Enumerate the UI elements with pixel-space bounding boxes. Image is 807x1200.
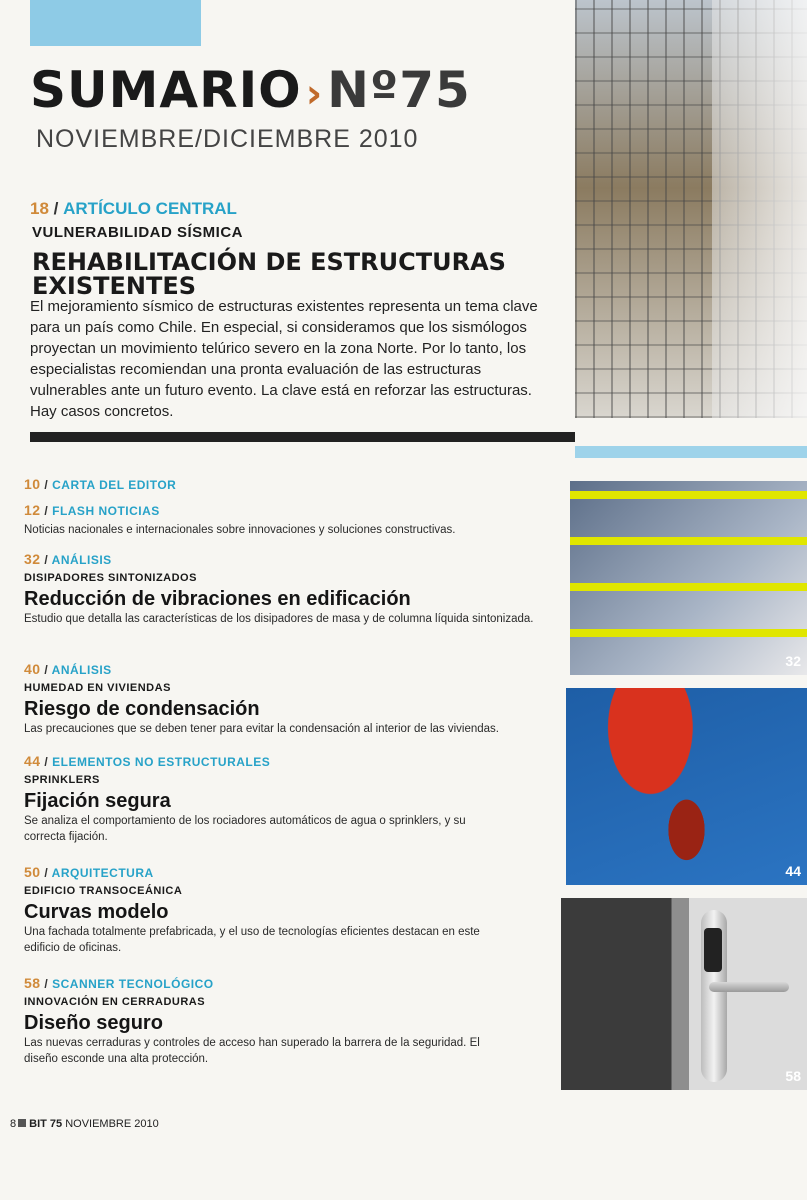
toc-item-kicker: SPRINKLERS <box>24 774 100 786</box>
footer-date: NOVIEMBRE 2010 <box>65 1118 159 1130</box>
toc-item-headline: Diseño seguro <box>24 1012 163 1034</box>
section-divider <box>30 432 575 442</box>
page-footer <box>10 1118 159 1130</box>
hero-photo-scaffolding <box>575 0 807 418</box>
thumb-page-label: 32 <box>785 653 801 669</box>
lead-headline[interactable]: REHABILITACIÓN DE ESTRUCTURAS EXISTENTES <box>32 248 506 300</box>
toc-page-number: 40 <box>24 661 41 677</box>
toc-item-kicker: EDIFICIO TRANSOCEÁNICA <box>24 885 183 897</box>
top-color-bar <box>30 0 201 46</box>
toc-section-label: FLASH NOTICIAS <box>52 504 160 518</box>
separator: / <box>44 866 49 880</box>
thumb-photo-cerradura[interactable] <box>561 898 807 1090</box>
toc-item-sprinklers[interactable] <box>24 753 564 845</box>
toc-page-number: 10 <box>24 476 41 492</box>
toc-item-desc: Las precauciones que se deben tener para evitar la condensación al interior de las viviendas. <box>24 723 499 735</box>
toc-page-number: 50 <box>24 864 41 880</box>
toc-section-label: SCANNER TECNOLÓGICO <box>52 977 214 991</box>
issue-dates: NOVIEMBRE/DICIEMBRE 2010 <box>36 125 419 153</box>
separator: / <box>44 755 49 769</box>
toc-item-section <box>24 661 564 678</box>
thumb-page-label: 58 <box>785 1068 801 1084</box>
chevron-right-icon: › <box>305 71 324 117</box>
card-reader-graphic <box>704 928 722 972</box>
separator: / <box>44 478 49 492</box>
toc-page-number: 58 <box>24 975 41 991</box>
toc-item-kicker: HUMEDAD EN VIVIENDAS <box>24 682 171 694</box>
separator: / <box>44 504 49 518</box>
separator: / <box>44 663 49 677</box>
footer-page-number: 8 <box>10 1118 17 1130</box>
square-icon <box>18 1119 26 1127</box>
toc-section-label: ANÁLISIS <box>51 663 112 677</box>
toc-item-section <box>24 753 564 770</box>
toc-item-humedad[interactable] <box>24 661 564 737</box>
toc-item-kicker: DISIPADORES SINTONIZADOS <box>24 572 197 584</box>
page-title <box>30 60 471 124</box>
lever-graphic <box>709 982 789 992</box>
toc-item-desc: Estudio que detalla las características de los disipadores de masa y de columna líquida sintonizada. <box>24 613 534 625</box>
toc-section-label: ANÁLISIS <box>51 553 112 567</box>
thumb-photo-disipadores[interactable] <box>570 481 807 675</box>
toc-item-section <box>24 476 564 493</box>
toc-section-label: CARTA DEL EDITOR <box>52 478 177 492</box>
toc-item-disipadores[interactable] <box>24 551 564 627</box>
toc-item-headline: Curvas modelo <box>24 901 169 923</box>
issue-number: Nº75 <box>327 61 471 119</box>
toc-item-section <box>24 864 564 881</box>
toc-item-carta-editor[interactable] <box>24 476 564 493</box>
toc-item-section <box>24 551 564 568</box>
toc-item-cerraduras[interactable] <box>24 975 564 1067</box>
lead-page-number: 18 <box>30 199 49 218</box>
toc-item-section <box>24 502 564 519</box>
toc-item-desc: Se analiza el comportamiento de los rociadores automáticos de agua o sprinklers, y su correcta fijación. <box>24 815 466 843</box>
toc-page-number: 44 <box>24 753 41 769</box>
thumb-photo-sprinkler[interactable] <box>566 688 807 885</box>
lead-section-header[interactable] <box>30 198 237 220</box>
toc-page-number: 32 <box>24 551 41 567</box>
toc-item-headline: Riesgo de condensación <box>24 698 260 720</box>
toc-item-headline: Fijación segura <box>24 790 171 812</box>
toc-item-desc: Noticias nacionales e internacionales sobre innovaciones y soluciones constructivas. <box>24 524 456 536</box>
toc-item-section <box>24 975 564 992</box>
separator: / <box>44 553 49 567</box>
footer-magazine: BIT 75 <box>29 1118 63 1130</box>
toc-item-desc: Las nuevas cerraduras y controles de acceso han superado la barrera de la seguridad. El diseño esconde una alta protección. <box>24 1037 480 1065</box>
section-divider-accent <box>575 446 807 458</box>
lead-section-label: ARTÍCULO CENTRAL <box>63 199 237 218</box>
toc-section-label: ARQUITECTURA <box>51 866 154 880</box>
lead-kicker: VULNERABILIDAD SÍSMICA <box>32 224 244 241</box>
toc-item-headline: Reducción de vibraciones en edificación <box>24 588 411 610</box>
toc-item-desc: Una fachada totalmente prefabricada, y el uso de tecnologías eficientes destacan en este edificio de oficinas. <box>24 926 480 954</box>
toc-item-kicker: INNOVACIÓN EN CERRADURAS <box>24 996 206 1008</box>
toc-section-label: ELEMENTOS NO ESTRUCTURALES <box>52 755 271 769</box>
separator: / <box>44 977 49 991</box>
sumario-label: SUMARIO <box>30 61 302 119</box>
thumb-page-label: 44 <box>785 863 801 879</box>
lead-body: El mejoramiento sísmico de estructuras existentes representa un tema clave para un país como Chile. En especial, si consideramos que los sismólogos proyectan un movimiento telúrico severo en la zona Norte. Por lo tanto, los especialistas recomiendan una pronta evaluación de las estructuras vulnerables ante un futuro evento. La clave está en reforzar las estructuras. Hay casos concretos. <box>30 298 538 420</box>
separator: / <box>53 199 59 218</box>
toc-page-number: 12 <box>24 502 41 518</box>
toc-item-flash-noticias[interactable] <box>24 502 564 538</box>
toc-item-transoceanica[interactable] <box>24 864 564 956</box>
